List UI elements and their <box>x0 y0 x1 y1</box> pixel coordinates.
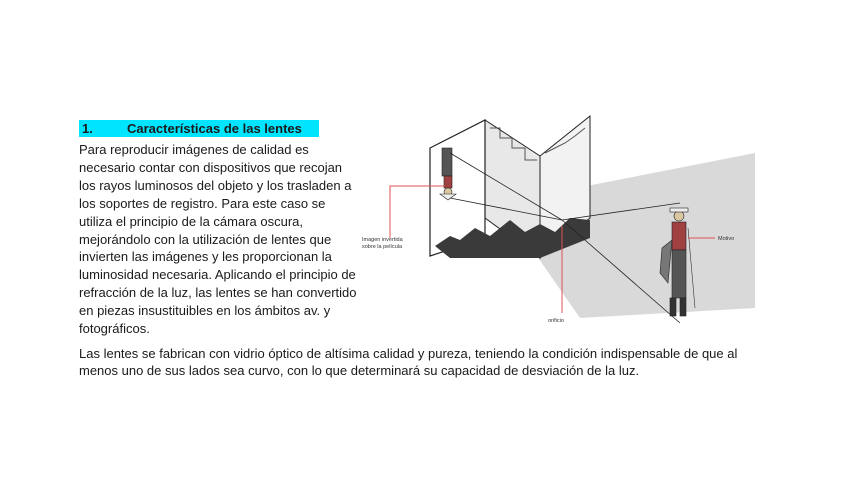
label-inverted-image-2: sobre la película <box>362 244 403 250</box>
camera-obscura-illustration <box>350 108 760 340</box>
label-inverted-image-1: Imagen invertida <box>362 237 403 243</box>
label-orifice: orificio <box>548 318 564 324</box>
section-title: Características de las lentes <box>127 121 302 136</box>
section-number: 1. <box>82 121 93 136</box>
section-heading <box>79 120 319 137</box>
label-subject: Motivo <box>718 236 735 242</box>
intro-paragraph: Para reproducir imágenes de calidad es necesario contar con dispositivos que recojan los rayos luminosos del objeto y los trasladen a los soportes de registro. Para este caso se utiliza el principio de la cámara oscura, mejorándolo con la utilización de lentes que invierten las imágenes y les proporcionan la luminosidad necesaria. Aplicando el principio de refracción de la luz, las lentes se han convertido en piezas insustituibles en los ámbitos av. y fotográficos. <box>79 142 357 337</box>
lens-paragraph: Las lentes se fabrican con vidrio óptico de altísima calidad y pureza, teniendo la condición indispensable de que al menos uno de sus lados sea curvo, con lo que determinará su capacidad de desviación de la luz. <box>79 346 738 378</box>
